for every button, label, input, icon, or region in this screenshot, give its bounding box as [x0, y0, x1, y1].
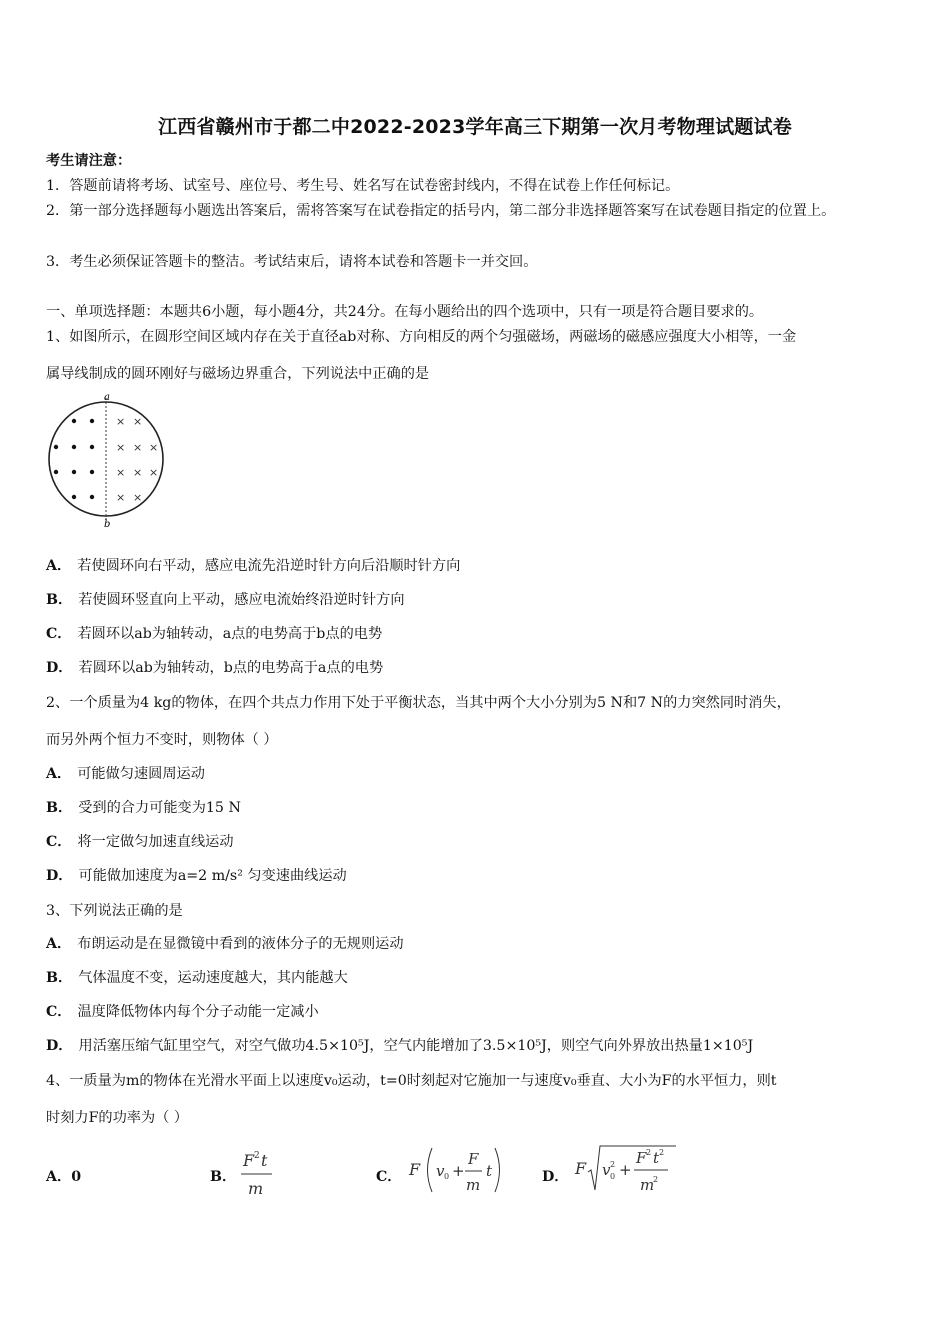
svg-text:0: 0	[610, 1172, 616, 1181]
svg-text:2: 2	[610, 1160, 616, 1169]
svg-text:m: m	[248, 1179, 264, 1198]
q1-option-a[interactable]: A． 若使圆环向右平动，感应电流先沿逆时针方向后沿顺时针方向	[46, 558, 461, 574]
svg-text:t: t	[486, 1162, 493, 1180]
svg-text:v: v	[602, 1161, 611, 1179]
q4-stem-line1: 4、一质量为m的物体在光滑水平面上以速度v₀运动，t=0时刻起对它施加一与速度v₀垂直、大小为F的水平恒力，则t	[46, 1073, 777, 1089]
svg-text:2: 2	[659, 1148, 665, 1157]
svg-text:2: 2	[646, 1148, 652, 1157]
q2-stem-line1: 2、一个质量为4 kg的物体，在四个共点力作用下处于平衡状态，当其中两个大小分别为5 N和7 N的力突然同时消失，	[46, 695, 791, 711]
q4-option-d[interactable]: D． F v 2 0 + F 2 t 2 m 2	[542, 1142, 712, 1198]
svg-text:×: ×	[116, 441, 126, 454]
svg-text:2: 2	[653, 1175, 659, 1184]
q1-option-b[interactable]: B． 若使圆环竖直向上平动，感应电流始终沿逆时针方向	[46, 592, 405, 608]
svg-text:×: ×	[116, 466, 126, 479]
q1-option-c[interactable]: C． 若圆环以ab为轴转动，a点的电势高于b点的电势	[46, 626, 383, 642]
svg-text:×: ×	[133, 441, 143, 454]
svg-text:+: +	[619, 1161, 632, 1179]
page-title: 江西省赣州市于都二中2022-2023学年高三下期第一次月考物理试题试卷	[158, 116, 792, 138]
svg-text:t: t	[261, 1151, 268, 1170]
svg-text:t: t	[653, 1149, 660, 1167]
field-out-dots	[54, 419, 94, 499]
svg-text:+: +	[452, 1162, 465, 1180]
label-b: b	[104, 519, 111, 528]
q3-option-b[interactable]: B． 气体温度不变，运动速度越大，其内能越大	[46, 970, 348, 986]
svg-text:v: v	[436, 1162, 445, 1180]
q2-option-c[interactable]: C． 将一定做匀加速直线运动	[46, 834, 234, 850]
q3-option-a[interactable]: A． 布朗运动是在显微镜中看到的液体分子的无规则运动	[46, 936, 404, 952]
q4-option-a[interactable]: A．0	[46, 1169, 82, 1185]
q4-stem-line2: 时刻力F的功率为（ ）	[46, 1110, 189, 1126]
svg-text:×: ×	[116, 491, 126, 504]
q4-option-c-formula	[406, 1142, 506, 1198]
notice-item-1: 1．答题前请将考场、试室号、座位号、考生号、姓名写在试卷密封线内，不得在试卷上作任何标记。	[46, 178, 680, 194]
q4-option-b[interactable]: B． F 2 t m	[210, 1142, 360, 1198]
q4-option-c[interactable]: C． F v 0 + F m t	[376, 1142, 536, 1198]
magnetic-field-figure	[44, 394, 168, 528]
q2-option-d[interactable]: D． 可能做加速度为a=2 m/s² 匀变速曲线运动	[46, 868, 347, 884]
notice-item-2: 2．第一部分选择题每小题选出答案后，需将答案写在试卷指定的括号内，第二部分非选择题答案写在试卷题目指定的位置上。	[46, 203, 836, 219]
svg-text:F: F	[409, 1160, 421, 1179]
q3-option-d[interactable]: D． 用活塞压缩气缸里空气，对空气做功4.5×10⁵J，空气内能增加了3.5×10⁵J，则空气向外界放出热量1×10⁵J	[46, 1038, 754, 1054]
q1-stem-line1: 1、如图所示，在圆形空间区域内存在关于直径ab对称、方向相反的两个匀强磁场，两磁场的磁感应强度大小相等，一金	[46, 329, 797, 345]
svg-text:m: m	[640, 1176, 655, 1194]
q2-stem-line2: 而另外两个恒力不变时，则物体（ ）	[46, 732, 278, 748]
q4-option-b-formula	[240, 1146, 280, 1198]
svg-text:m: m	[466, 1176, 481, 1194]
svg-text:F: F	[575, 1159, 587, 1178]
q2-option-a[interactable]: A． 可能做匀速圆周运动	[46, 766, 205, 782]
q1-stem-line2: 属导线制成的圆环刚好与磁场边界重合，下列说法中正确的是	[46, 366, 430, 382]
svg-text:2: 2	[254, 1151, 260, 1161]
svg-text:×: ×	[133, 491, 143, 504]
svg-text:F: F	[636, 1149, 647, 1167]
field-in-crosses	[116, 415, 158, 504]
svg-text:×: ×	[149, 441, 159, 454]
svg-text:0: 0	[444, 1172, 450, 1181]
q2-option-b[interactable]: B． 受到的合力可能变为15 N	[46, 800, 241, 816]
svg-text:×: ×	[133, 415, 143, 428]
label-a: a	[104, 394, 110, 403]
svg-text:F: F	[468, 1150, 479, 1168]
svg-text:F: F	[243, 1151, 255, 1170]
notice-item-3: 3．考生必须保证答题卡的整洁。考试结束后，请将本试卷和答题卡一并交回。	[46, 254, 538, 270]
svg-text:×: ×	[133, 466, 143, 479]
q1-option-d[interactable]: D． 若圆环以ab为轴转动，b点的电势高于a点的电势	[46, 660, 384, 676]
q3-option-c[interactable]: C． 温度降低物体内每个分子动能一定减小	[46, 1004, 319, 1020]
svg-text:×: ×	[149, 466, 159, 479]
q4-option-d-formula	[572, 1142, 682, 1198]
q3-stem: 3、下列说法正确的是	[46, 903, 183, 919]
svg-text:×: ×	[116, 415, 126, 428]
notice-heading: 考生请注意：	[46, 153, 132, 169]
section-heading: 一、单项选择题：本题共6小题，每小题4分，共24分。在每小题给出的四个选项中，只有一项是符合题目要求的。	[46, 304, 764, 320]
